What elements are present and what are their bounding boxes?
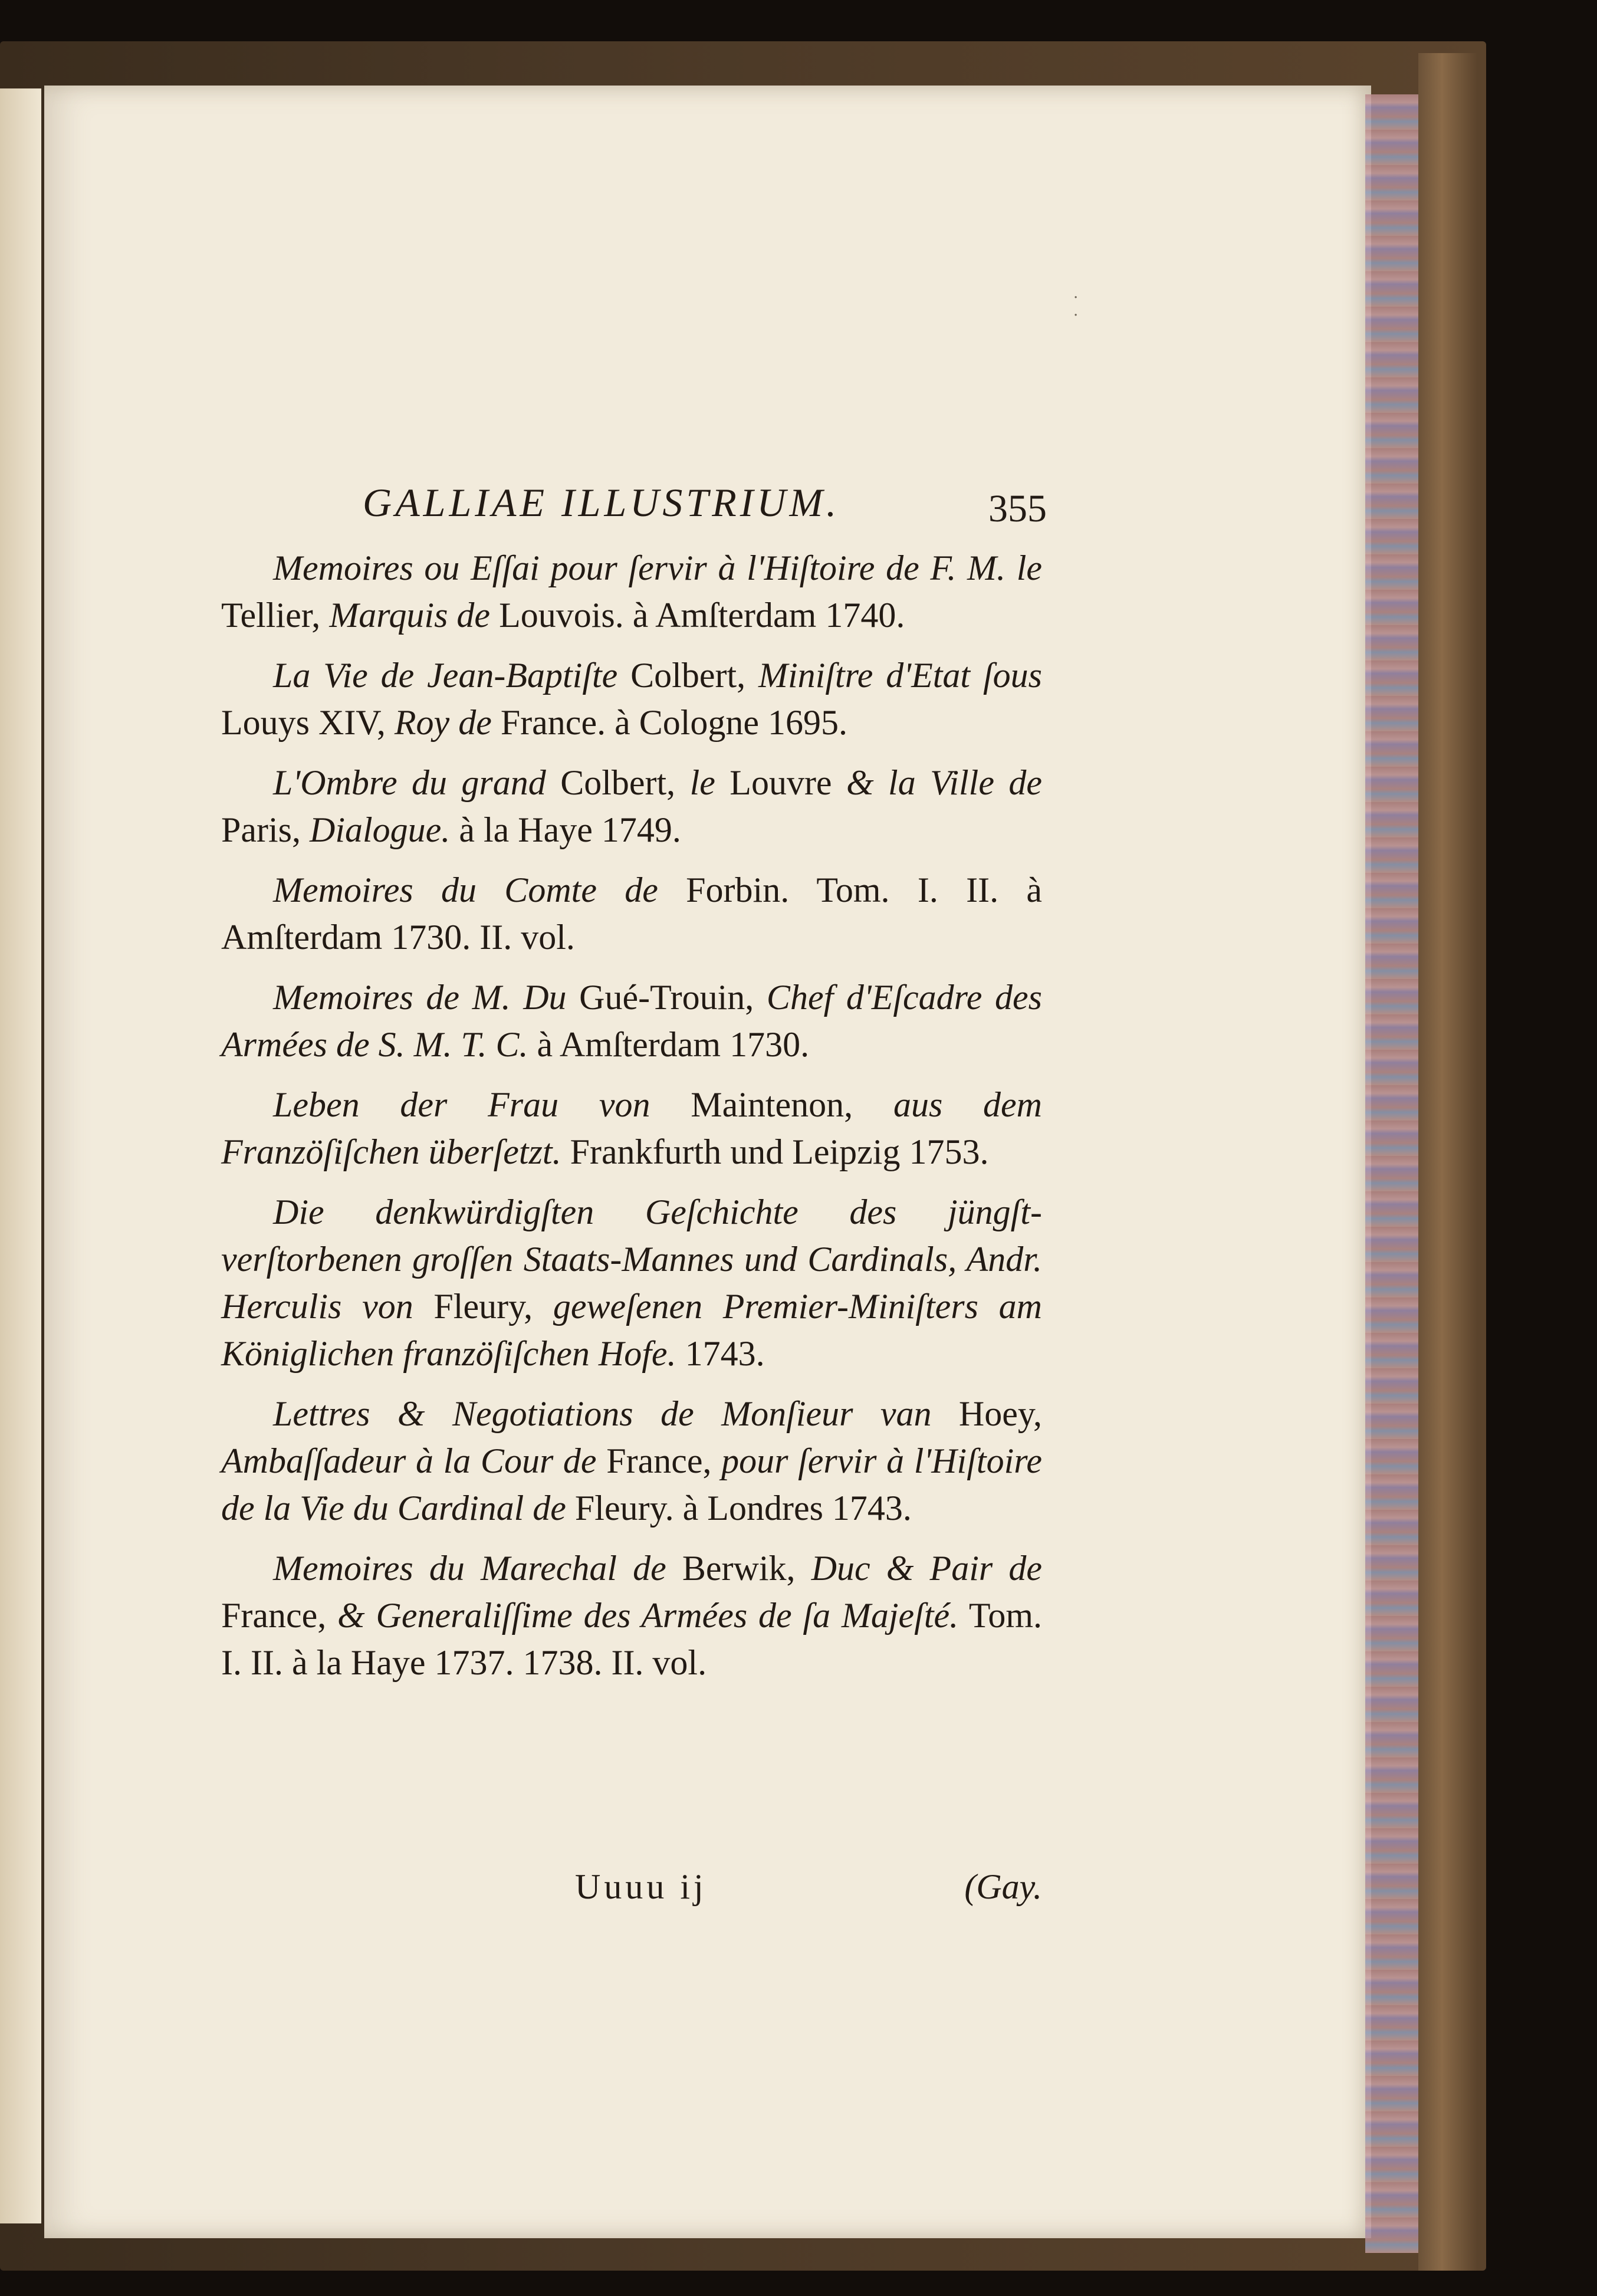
catchword: (Gay. — [964, 1867, 1042, 1906]
entry-roman-run: Frankfurth und Leipzig 1753. — [561, 1132, 989, 1171]
entry-italic-run: Chef d'Eſcadre des Armées de S. M. T. C. — [221, 978, 1043, 1064]
facing-page-edge — [0, 88, 41, 2223]
entry-roman-run: Gué-Trouin, — [566, 978, 767, 1017]
entry-roman-run: Colbert, — [617, 656, 758, 695]
entry-italic-run: geweſenen Premier-Miniſters am Königlichen franzöſiſchen Hofe. — [221, 1287, 1042, 1373]
entry-italic-run: Duc & Pair de — [811, 1549, 1042, 1588]
entry-italic-run: Lettres & Negotiations de Monſieur van — [273, 1394, 932, 1433]
bibliography-entry — [221, 1545, 1042, 1686]
entry-roman-run: France, — [596, 1441, 722, 1480]
entry-italic-run: Memoires ou Eſſai pour ſervir à l'Hiſtoire de F. M. le — [273, 548, 1042, 587]
marbled-fore-edge — [1365, 94, 1418, 2253]
entry-roman-run: Louvre — [715, 763, 846, 802]
entry-roman-run: France. à Cologne 1695. — [491, 703, 848, 742]
page-footer — [221, 1867, 1042, 1920]
bibliography-entry — [221, 1081, 1042, 1175]
entry-roman-run: Fleury. à Londres 1743. — [566, 1489, 912, 1528]
entry-roman-run: Hoey, — [931, 1394, 1042, 1433]
entry-italic-run: Ambaſſadeur à la Cour de — [221, 1441, 597, 1480]
bibliography-entry — [221, 759, 1042, 853]
book-board-edge — [1418, 53, 1477, 2271]
entry-italic-run: Marquis de — [329, 596, 491, 635]
bibliography-entry — [221, 866, 1042, 961]
entry-italic-run: Leben der Frau von — [273, 1085, 650, 1124]
entry-roman-run: Paris, — [221, 810, 310, 849]
entry-italic-run: La Vie de Jean-Baptiſte — [273, 656, 618, 695]
entry-italic-run: Miniſtre d'Etat ſous — [758, 656, 1042, 695]
bibliography-entry — [221, 974, 1042, 1068]
entry-roman-run: Tellier, — [221, 596, 330, 635]
entry-italic-run: Die denkwürdigſten Geſchichte des jüngſt-verſtorbenen groſſen Staats-Mannes und Cardinals, Andr. Herculis von — [221, 1193, 1042, 1326]
entry-italic-run: aus dem Franzöſiſchen überſetzt. — [221, 1085, 1042, 1171]
entry-roman-run: à Amſterdam 1730. — [528, 1025, 810, 1064]
entry-roman-run: Berwik, — [666, 1549, 811, 1588]
entry-roman-run: Fleury, — [413, 1287, 553, 1326]
bibliography-entry — [221, 1188, 1042, 1377]
entry-roman-run: Louvois. à Amſterdam 1740. — [490, 596, 905, 635]
bibliography-entry — [221, 652, 1042, 746]
entry-roman-run: Louys XIV, — [221, 703, 395, 742]
entry-roman-run: Colbert, — [546, 763, 690, 802]
entry-italic-run: Memoires du Comte de — [273, 871, 658, 909]
page-number: 355 — [988, 487, 1047, 530]
running-title: GALLIAE ILLUSTRIUM. — [363, 480, 840, 525]
entry-italic-run: Memoires de M. Du — [273, 978, 567, 1017]
entry-italic-run: Memoires du Marechal de — [273, 1549, 666, 1588]
page-header — [363, 479, 1047, 533]
entry-roman-run: Tom. I. II. à la Haye 1737. 1738. II. vol. — [221, 1596, 1043, 1682]
entry-italic-run: & la Ville de — [846, 763, 1042, 802]
entry-italic-run: pour ſervir à l'Hiſtoire de la Vie du Cardinal de — [221, 1441, 1042, 1528]
bibliography-entry — [221, 1390, 1042, 1532]
entry-roman-run: 1743. — [676, 1334, 765, 1373]
bibliography-entry — [221, 544, 1042, 639]
entry-italic-run: Roy de — [394, 703, 492, 742]
entry-roman-run: France, — [221, 1596, 338, 1635]
entry-roman-run: à la Haye 1749. — [450, 810, 681, 849]
entry-italic-run: le — [689, 763, 715, 802]
book-page — [44, 86, 1371, 2238]
bibliography-entries — [221, 544, 1042, 1699]
ink-marks: · · — [1073, 289, 1086, 324]
entry-roman-run: Forbin. Tom. I. II. à Amſterdam 1730. II. vol. — [221, 871, 1043, 957]
entry-italic-run: Dialogue. — [310, 810, 451, 849]
entry-roman-run: Maintenon, — [650, 1085, 893, 1124]
entry-italic-run: L'Ombre du grand — [273, 763, 546, 802]
signature-mark: Uuuu ij — [575, 1867, 707, 1906]
entry-italic-run: & Generaliſſime des Armées de ſa Majeſté. — [337, 1596, 959, 1635]
